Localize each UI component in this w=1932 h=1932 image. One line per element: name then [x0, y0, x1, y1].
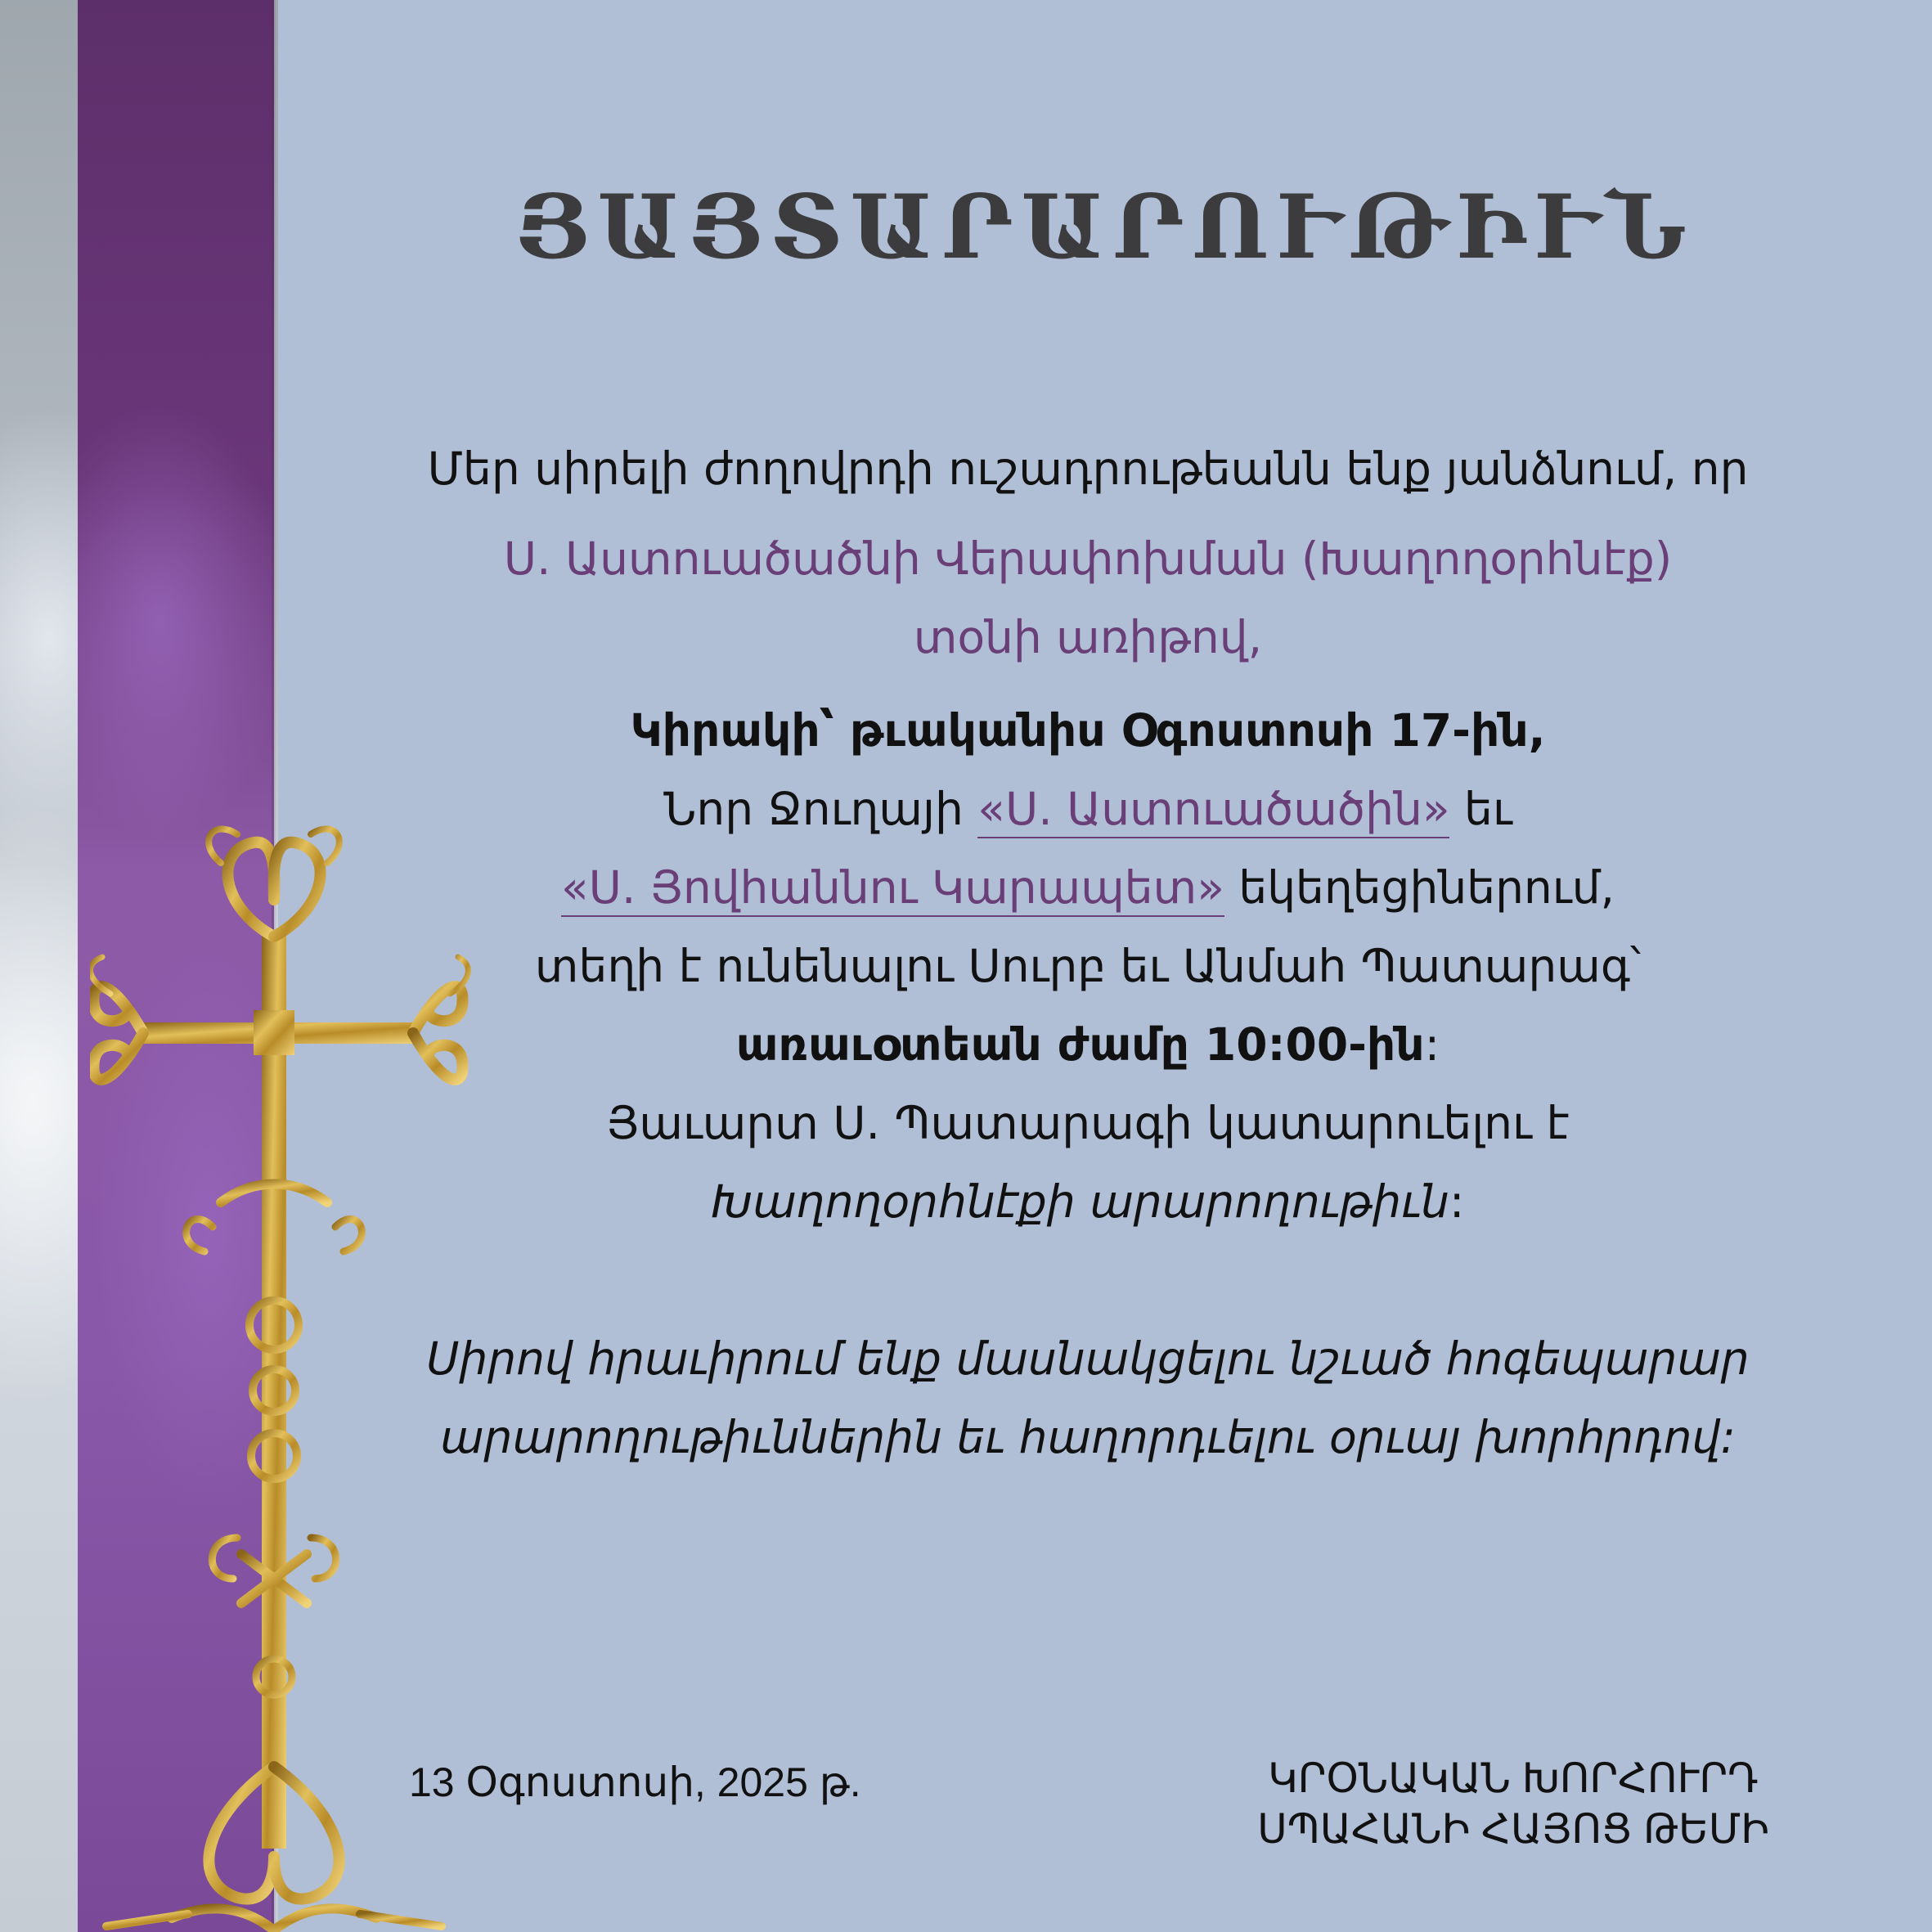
org-line-1: ԿՐՕՆԱԿԱՆ ԽՈՐՀՈՒՐԴ — [1268, 1755, 1759, 1801]
intro-line: Մեր սիրելի ժողովրդի ուշադրութեանն ենք յանձնում, որ — [427, 443, 1749, 495]
page-title: ՅԱՅՏԱՐԱՐՈՒԹԻՒՆ — [515, 176, 1695, 279]
org-line-2: ՍՊԱՀԱՆԻ ՀԱՅՈՑ ԹԵՄԻ — [1257, 1806, 1769, 1852]
invite-line-2: արարողութիւններին եւ հաղորդւելու օրւայ խորհրդով: — [440, 1411, 1736, 1463]
footer-date: 13 Օգոստոսի, 2025 թ. — [409, 1759, 861, 1805]
spacer — [278, 1241, 1898, 1319]
church-line-1: Նոր Ջուղայի «Ս. Աստուածածին» եւ — [278, 770, 1898, 848]
church-line-2: «Ս. Յովհաննու Կարապետ» եկեղեցիներում, — [278, 848, 1898, 927]
invite-line-1: Սիրով հրաւիրում ենք մասնակցելու նշւած հոգեպարար — [426, 1332, 1750, 1385]
church-link-astvatsatsin[interactable]: «Ս. Աստուածածին» — [977, 783, 1449, 838]
feast-line-2: տօնի առիթով, — [913, 611, 1263, 663]
liturgy-line: տեղի է ունենալու Սուրբ եւ Անմահ Պատարագ՝ — [534, 940, 1642, 992]
footer-organization — [1227, 1753, 1799, 1854]
time-line: առաւօտեան ժամը 10:00-ին: — [735, 1018, 1440, 1071]
after-line-1: Յաւարտ Ս. Պատարագի կատարուելու է — [606, 1097, 1570, 1149]
feast-line-1: Ս. Աստուածածնի Վերափոխման (Խաղողօրհնէք) — [503, 532, 1673, 585]
announcement-body — [278, 429, 1898, 1476]
after-line-2: Խաղողօրհնէքի արարողութիւն: — [711, 1175, 1465, 1228]
date-line: Կիրակի՝ թւականիս Օգոստոսի 17-ին, — [630, 704, 1546, 757]
church-link-karapet[interactable]: «Ս. Յովհաննու Կարապետ» — [561, 861, 1224, 917]
